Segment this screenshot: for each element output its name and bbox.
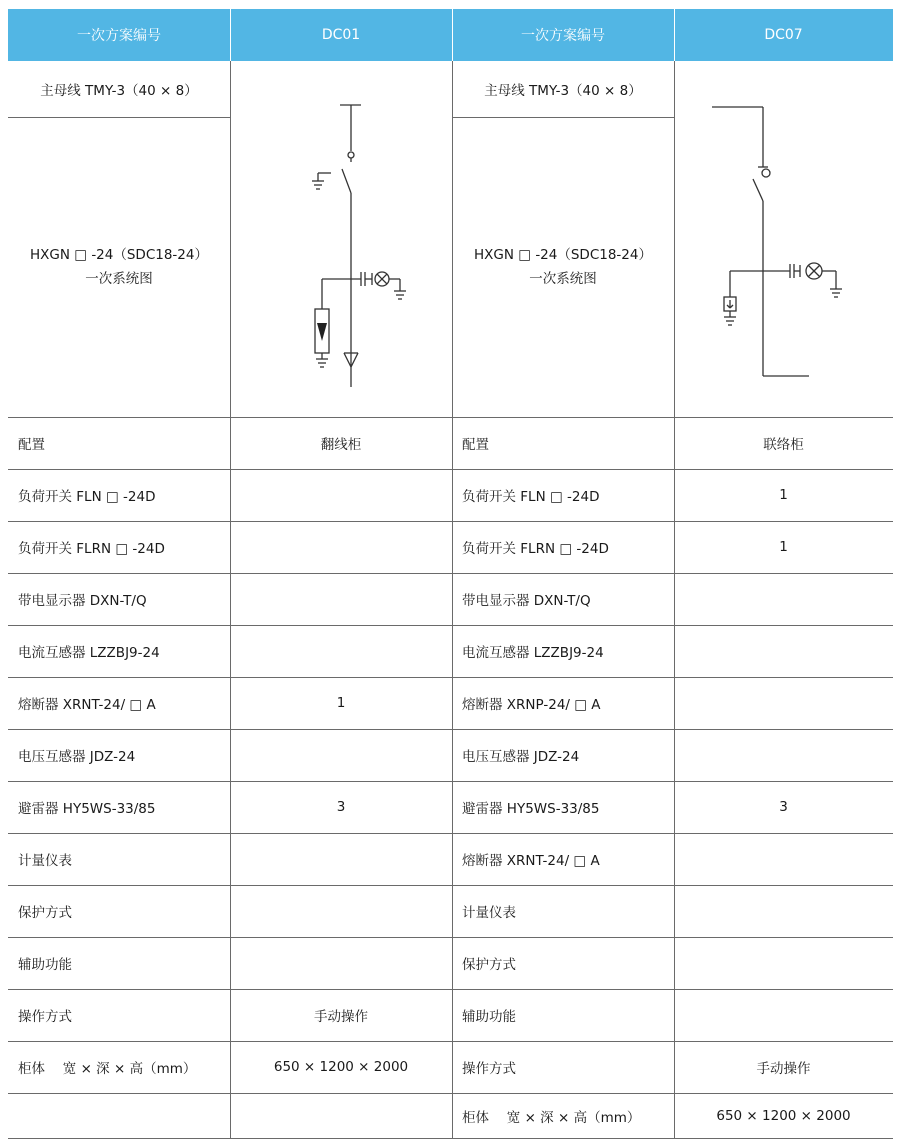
left-row-label: 保护方式 <box>18 905 72 921</box>
right-row-value: 手动操作 <box>756 1061 811 1077</box>
left-row-label: 电流互感器 LZZBJ9-24 <box>18 645 160 661</box>
right-row-label: 柜体 宽 × 深 × 高（mm） <box>462 1110 641 1126</box>
header-code-right: DC07 <box>674 9 893 61</box>
left-row-value <box>230 573 452 625</box>
right-row-label: 保护方式 <box>462 957 516 973</box>
right-model-line1: HXGN □ -24（SDC18-24） <box>474 247 652 263</box>
right-row-value: 3 <box>779 799 788 815</box>
left-row-label: 负荷开关 FLRN □ -24D <box>18 541 165 557</box>
right-row-value: 1 <box>779 539 788 555</box>
right-row-value <box>674 937 893 989</box>
right-row-label: 带电显示器 DXN-T/Q <box>462 593 591 609</box>
left-row-label: 带电显示器 DXN-T/Q <box>18 593 147 609</box>
right-row-label: 计量仪表 <box>462 905 516 921</box>
left-row-value: 翻线柜 <box>320 437 362 453</box>
spec-table <box>8 9 893 1139</box>
left-row-value: 手动操作 <box>314 1009 368 1025</box>
left-row-label: 配置 <box>18 437 45 453</box>
left-busbar-label: 主母线 TMY-3（40 × 8） <box>40 83 198 99</box>
left-row-value: 3 <box>336 799 346 815</box>
left-row-label: 计量仪表 <box>18 853 72 869</box>
right-row-label: 负荷开关 FLRN □ -24D <box>462 541 609 557</box>
left-row-label <box>8 1093 230 1139</box>
left-row-label: 辅助功能 <box>18 957 72 973</box>
right-row-label: 负荷开关 FLN □ -24D <box>462 489 600 505</box>
left-row-value <box>230 729 452 781</box>
left-row-label: 避雷器 HY5WS-33/85 <box>18 801 156 817</box>
dc01-circuit-diagram <box>230 61 452 417</box>
right-row-label: 电压互感器 JDZ-24 <box>462 749 580 765</box>
left-row-label: 电压互感器 JDZ-24 <box>18 749 136 765</box>
left-model-block <box>8 117 230 417</box>
right-row-label: 操作方式 <box>462 1061 516 1077</box>
left-row-value <box>230 469 452 521</box>
right-model-line2: 一次系统图 <box>529 271 597 287</box>
right-row-label: 避雷器 HY5WS-33/85 <box>462 801 600 817</box>
right-busbar-label: 主母线 TMY-3（40 × 8） <box>484 83 642 99</box>
header-scheme-label-right: 一次方案编号 <box>452 9 674 61</box>
right-row-value <box>674 989 893 1041</box>
right-row-value: 1 <box>779 487 788 503</box>
right-row-value: 联络柜 <box>763 437 804 453</box>
right-row-value <box>674 885 893 937</box>
left-row-value <box>230 833 452 885</box>
left-model-line1: HXGN □ -24（SDC18-24） <box>30 247 208 263</box>
left-row-value <box>230 937 452 989</box>
right-row-value <box>674 729 893 781</box>
left-row-value: 1 <box>336 695 346 711</box>
left-row-value <box>230 885 452 937</box>
right-row-value <box>674 833 893 885</box>
right-row-value: 650 × 1200 × 2000 <box>716 1108 851 1124</box>
right-row-label: 熔断器 XRNT-24/ □ A <box>462 853 600 869</box>
left-row-label: 柜体 宽 × 深 × 高（mm） <box>18 1061 197 1077</box>
right-row-label: 电流互感器 LZZBJ9-24 <box>462 645 604 661</box>
left-row-value <box>230 521 452 573</box>
header-scheme-label-left: 一次方案编号 <box>8 9 230 61</box>
right-row-label: 熔断器 XRNP-24/ □ A <box>462 697 601 713</box>
right-row-label: 配置 <box>462 437 489 453</box>
right-row-value <box>674 573 893 625</box>
right-row-label: 辅助功能 <box>462 1009 516 1025</box>
left-row-value <box>230 1093 452 1139</box>
dc07-circuit-diagram <box>674 61 893 417</box>
left-row-value <box>230 625 452 677</box>
right-row-value <box>674 625 893 677</box>
left-model-line2: 一次系统图 <box>85 271 153 287</box>
left-row-label: 操作方式 <box>18 1009 72 1025</box>
header-code-left: DC01 <box>230 9 452 61</box>
left-row-value: 650 × 1200 × 2000 <box>273 1059 409 1075</box>
left-row-label: 负荷开关 FLN □ -24D <box>18 489 156 505</box>
right-model-block <box>452 117 674 417</box>
right-row-value <box>674 677 893 729</box>
left-row-label: 熔断器 XRNT-24/ □ A <box>18 697 156 713</box>
